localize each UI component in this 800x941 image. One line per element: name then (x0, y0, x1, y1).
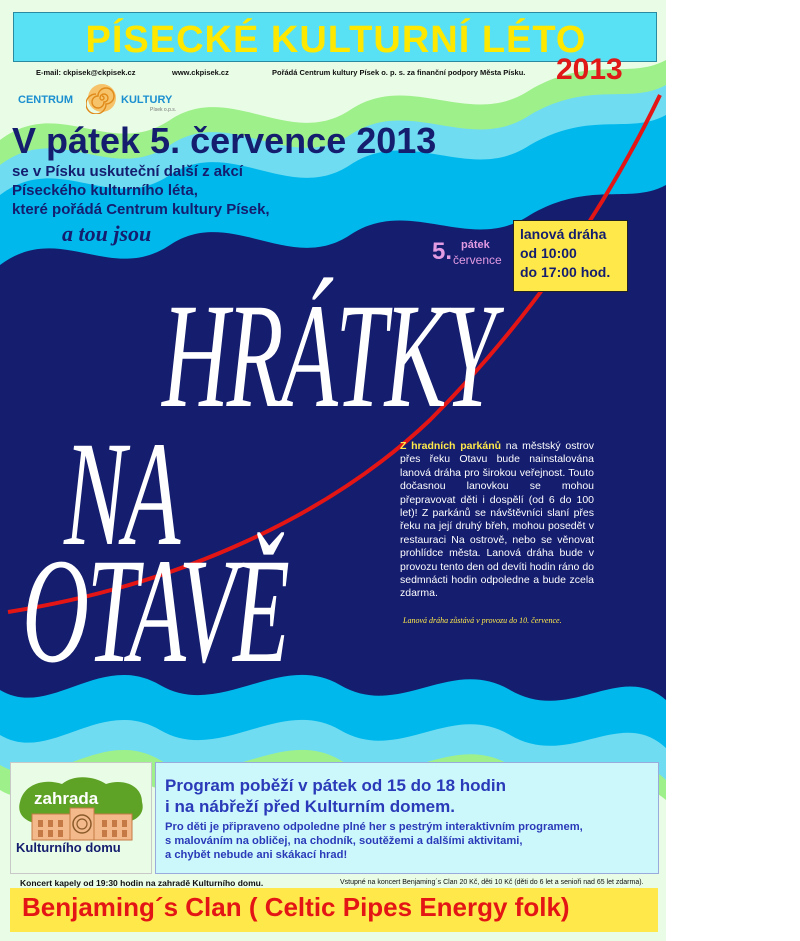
badge-day: pátek (461, 239, 490, 251)
year: 2013 (556, 53, 623, 86)
description-note: Lanová dráha zůstává v provozu do 10. července. (403, 616, 562, 625)
concert-info: Koncert kapely od 19:30 hodin na zahradě Kulturního domu. (20, 878, 264, 888)
date-heading: V pátek 5. července 2013 (12, 120, 437, 161)
event-title-line-3: OTAVĚ (22, 528, 288, 694)
garden-logo-bottom: Kulturního domu (16, 840, 121, 855)
intro-line-3: které pořádá Centrum kultury Písek, (12, 201, 270, 218)
spiral-logo-icon (86, 82, 118, 114)
ropeway-line-2: od 10:00 (520, 245, 577, 261)
event-title-line-2: NA (64, 411, 178, 577)
intro-text (12, 162, 270, 219)
program-text (165, 820, 583, 863)
ropeway-line-1: lanová dráha (520, 226, 607, 242)
intro-line-2: Píseckého kulturního léta, (12, 182, 198, 199)
program-text-1: Pro děti je připraveno odpoledne plné her s pestrým interaktivním programem, (165, 821, 583, 833)
program-heading-1: Program poběží v pátek od 15 do 18 hodin (165, 776, 507, 795)
garden-logo-top: zahrada (34, 789, 99, 808)
ropeway-time-box (513, 220, 628, 292)
concert-prices: Vstupné na koncert Benjaming´s Clan 20 Kč, děti 10 Kč (děti do 6 let a senioři nad 65 let zdarma). (340, 879, 644, 886)
program-text-2: s malováním na obličej, na chodník, soutěžemi a dalšími aktivitami, (165, 835, 523, 848)
description-text: na městský ostrov přes řeku Otavu bude nainstalována lanová dráha pro širokou veřejnost. Touto dočasnou lanovkou se mohou přepravovat děti i dospělí (od 6 do 100 let)! Z parkánů se návštěvníci slaní přes řeku na její druhý břeh, mohou posedět v restauraci Na ostrově, nebo se věnovat prohlídce města. Lanová dráha bude v provozu tento den od devíti hodin ráno do sedmnácti hodin odpoledne a bude zcela zdarma. (400, 440, 594, 600)
badge-month: července (453, 253, 502, 267)
poster-title: PÍSECKÉ KULTURNÍ LÉTO (85, 19, 587, 61)
logo-left-text: CENTRUM (18, 94, 73, 106)
intro-line-1: se v Písku uskuteční další z akcí (12, 163, 243, 180)
program-text-3: a chybět nebude ani skákací hrad! (165, 849, 348, 862)
organizer-text: Pořádá Centrum kultury Písek o. p. s. za finanční podpory Města Písku. (272, 68, 526, 77)
description-highlight: Z hradních parkánů (400, 440, 502, 452)
badge-number: 5. (432, 238, 453, 265)
event-title-line-1: HRÁTKY (162, 273, 494, 439)
a-tou-jsou-text: a tou jsou (62, 221, 152, 246)
website-link[interactable]: www.ckpisek.cz (172, 68, 229, 77)
program-heading-2: i na nábřeží před Kulturním domem. (165, 797, 455, 816)
band-name: Benjaming´s Clan ( Celtic Pipes Energy folk) (22, 892, 570, 922)
logo-sub-text: Písek o.p.s. (150, 107, 177, 113)
description-paragraph (400, 440, 594, 601)
program-heading (165, 775, 506, 817)
ropeway-line-3: do 17:00 hod. (520, 264, 611, 280)
email-text: E-mail: ckpisek@ckpisek.cz (36, 68, 136, 77)
logo-right-text: KULTURY (121, 94, 173, 106)
